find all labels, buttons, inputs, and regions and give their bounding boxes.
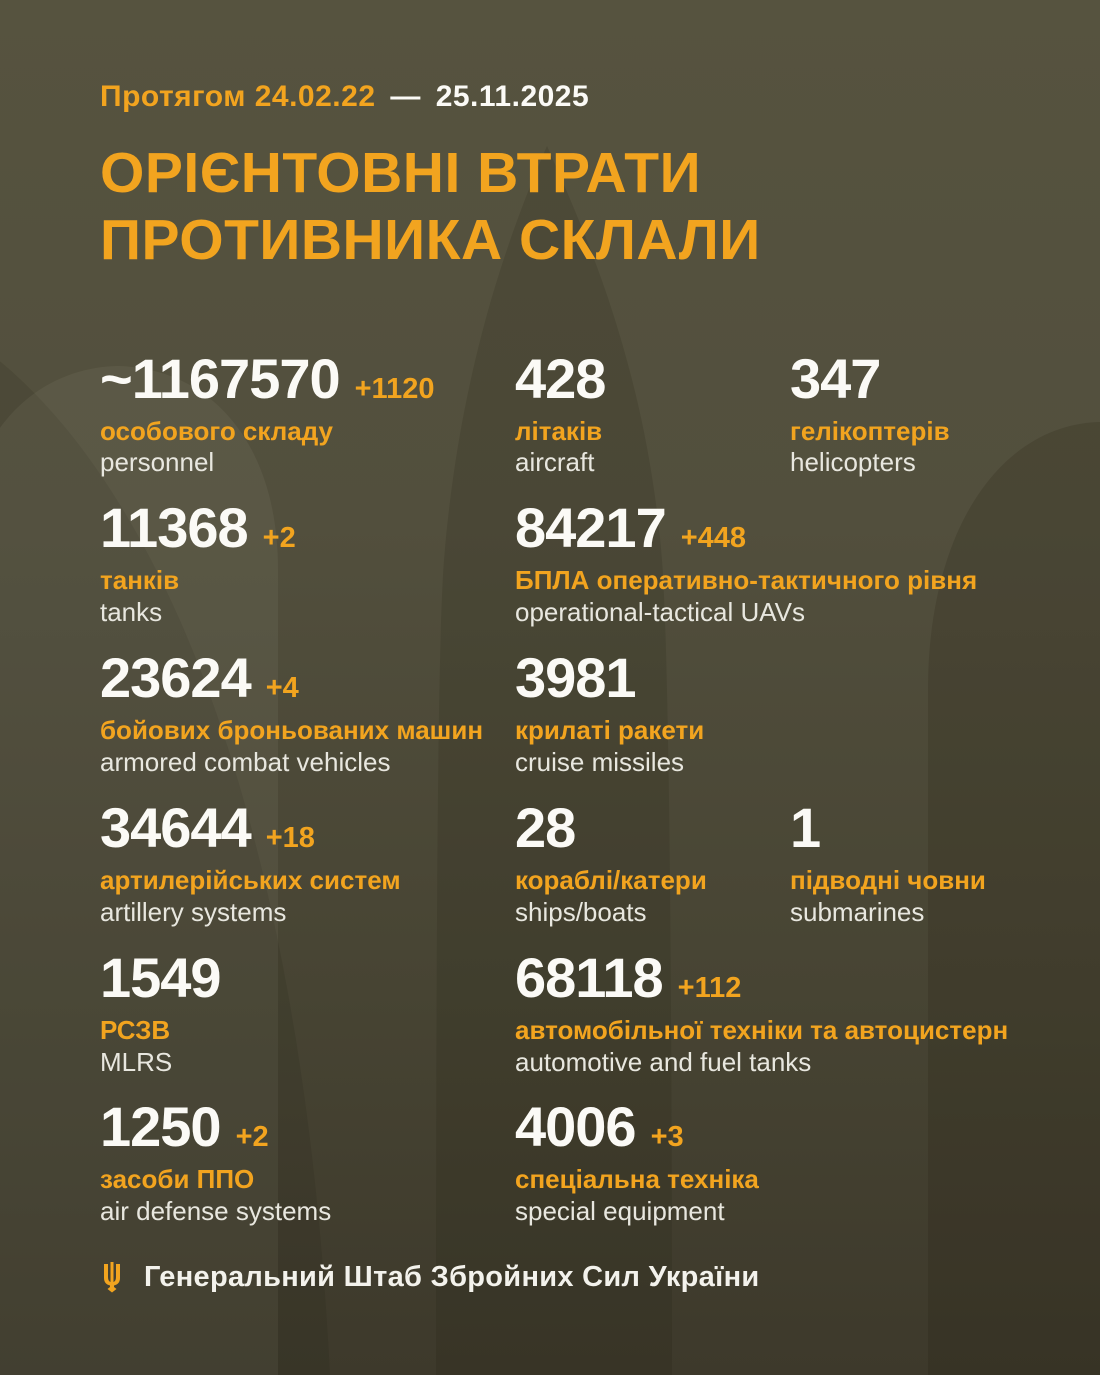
stat-label-en: MLRS bbox=[100, 1046, 173, 1077]
stat-value: 1 bbox=[790, 795, 821, 859]
stat-air-defense-systems bbox=[100, 1095, 515, 1227]
stat-value: 347 bbox=[790, 346, 881, 410]
report-period bbox=[100, 80, 1060, 114]
stat-label-ua: артилерійських систем bbox=[100, 864, 401, 895]
report-date: 25.11.2025 bbox=[435, 80, 590, 113]
stat-label-en: air defense systems bbox=[100, 1196, 332, 1227]
stat-label-en: ships/boats bbox=[515, 896, 647, 927]
stat-delta: +2 bbox=[235, 1121, 269, 1154]
stat-label-en: tanks bbox=[100, 597, 163, 628]
stat-special-equipment bbox=[515, 1095, 1060, 1227]
stat-label-en: personnel bbox=[100, 447, 215, 478]
stat-label-ua: підводні човни bbox=[790, 864, 986, 895]
stat-value: 84217 bbox=[515, 496, 666, 560]
stat-value: 28 bbox=[515, 795, 576, 859]
stat-delta: +2 bbox=[262, 522, 296, 555]
stat-helicopters bbox=[790, 346, 1060, 479]
stat-label-ua: кораблі/катери bbox=[515, 864, 707, 895]
page-title bbox=[100, 140, 1060, 275]
stat-label-ua: особового складу bbox=[100, 415, 333, 446]
stat-value: 1250 bbox=[100, 1095, 221, 1159]
stat-label-ua: танків bbox=[100, 565, 180, 596]
stat-value: 4006 bbox=[515, 1095, 636, 1159]
period-separator: — bbox=[390, 80, 421, 113]
stat-label-en: cruise missiles bbox=[515, 746, 685, 777]
stat-label-ua: спеціальна техніка bbox=[515, 1164, 759, 1195]
period-prefix: Протягом 24.02.22 bbox=[100, 80, 376, 113]
stat-delta: +112 bbox=[677, 971, 742, 1004]
stat-label-ua: бойових броньованих машин bbox=[100, 715, 484, 746]
stat-label-en: aircraft bbox=[515, 447, 595, 478]
stat-delta: +448 bbox=[680, 522, 747, 555]
stat-aircraft bbox=[515, 346, 790, 479]
stat-label-ua: автомобільної техніки та автоцистерн bbox=[515, 1014, 1009, 1045]
stat-mlrs bbox=[100, 945, 515, 1078]
stat-value: ~1167570 bbox=[100, 346, 340, 410]
stat-value: 23624 bbox=[100, 646, 251, 710]
stat-submarines bbox=[790, 795, 1060, 928]
stat-label-en: armored combat vehicles bbox=[100, 746, 391, 777]
stat-label-en: automotive and fuel tanks bbox=[515, 1046, 812, 1077]
stat-cruise-missiles bbox=[515, 646, 1060, 778]
stat-label-en: helicopters bbox=[790, 447, 916, 478]
stat-delta: +4 bbox=[265, 672, 299, 705]
stat-value: 1549 bbox=[100, 945, 221, 1009]
stat-artillery-systems bbox=[100, 795, 515, 928]
stats-grid bbox=[100, 346, 1060, 1228]
stat-label-ua: літаків bbox=[515, 415, 603, 446]
stat-delta: +3 bbox=[650, 1121, 684, 1154]
stat-tanks bbox=[100, 496, 515, 628]
footer bbox=[100, 1261, 1060, 1350]
stat-value: 428 bbox=[515, 346, 606, 410]
stat-personnel bbox=[100, 346, 515, 479]
stat-automotive-and-fuel-tanks bbox=[515, 945, 1060, 1078]
trident-icon bbox=[100, 1261, 124, 1294]
source-organization: Генеральний Штаб Збройних Сил України bbox=[144, 1261, 760, 1294]
stat-label-en: artillery systems bbox=[100, 896, 287, 927]
stat-value: 11368 bbox=[100, 496, 248, 560]
stat-label-en: submarines bbox=[790, 896, 925, 927]
stat-label-en: special equipment bbox=[515, 1196, 725, 1227]
stat-delta: +18 bbox=[265, 821, 315, 854]
stat-ships-boats bbox=[515, 795, 790, 928]
stat-label-ua: крилаті ракети bbox=[515, 715, 705, 746]
stat-label-ua: засоби ППО bbox=[100, 1164, 255, 1195]
title-line-2: ПРОТИВНИКА СКЛАЛИ bbox=[100, 208, 761, 273]
stat-label-ua: РСЗВ bbox=[100, 1014, 171, 1045]
stat-label-en: operational-tactical UAVs bbox=[515, 597, 805, 628]
stat-label-ua: гелікоптерів bbox=[790, 415, 950, 446]
stat-value: 3981 bbox=[515, 646, 636, 710]
stat-value: 34644 bbox=[100, 795, 251, 859]
stat-label-ua: БПЛА оперативно-тактичного рівня bbox=[515, 565, 978, 596]
title-line-1: ОРІЄНТОВНІ ВТРАТИ bbox=[100, 141, 702, 205]
stat-armored-combat-vehicles bbox=[100, 646, 515, 778]
stat-operational-tactical-uavs bbox=[515, 496, 1060, 628]
stat-delta: +1120 bbox=[354, 372, 435, 405]
stat-value: 68118 bbox=[515, 945, 663, 1009]
